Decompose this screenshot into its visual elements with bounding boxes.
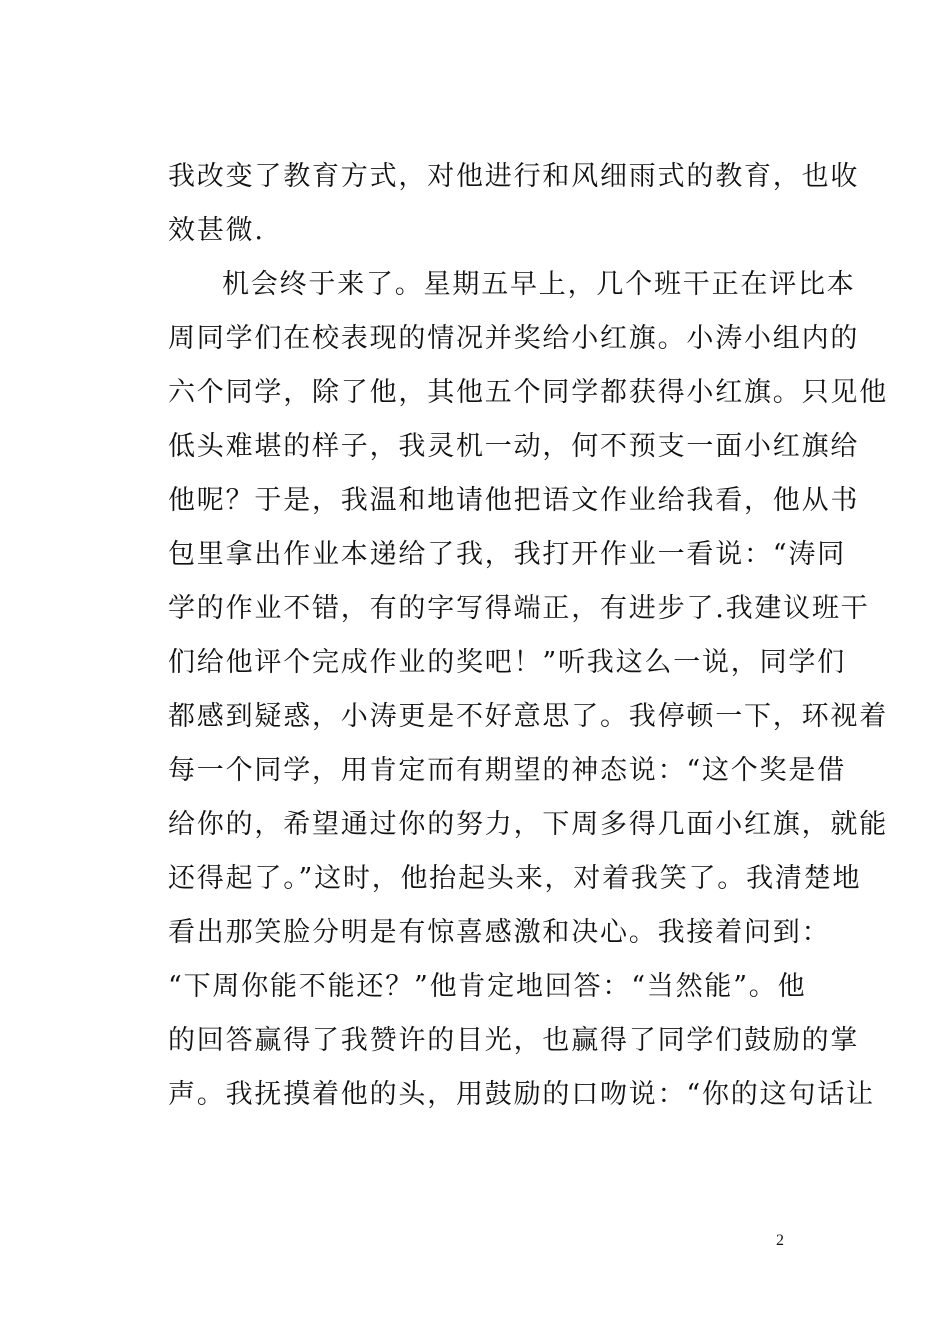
text-line: 六个同学，除了他，其他五个同学都获得小红旗。只见他 <box>168 377 888 408</box>
page-number: 2 <box>776 1232 784 1249</box>
text-line: 学的作业不错，有的字写得端正，有进步了.我建议班干 <box>168 593 870 624</box>
text-line: 给你的，希望通过你的努力，下周多得几面小红旗，就能 <box>168 809 888 840</box>
text-line: 效甚微. <box>168 215 265 246</box>
paragraph-first-line: 机会终于来了。星期五早上，几个班干正在评比本 <box>222 269 856 300</box>
text-line: 包里拿出作业本递给了我，我打开作业一看说：“涛同 <box>168 539 847 570</box>
text-line: 低头难堪的样子，我灵机一动，何不预支一面小红旗给 <box>168 431 860 462</box>
text-line: 的回答赢得了我赞许的目光，也赢得了同学们鼓励的掌 <box>168 1025 860 1056</box>
text-line: 还得起了。”这时，他抬起头来，对着我笑了。我清楚地 <box>168 863 862 894</box>
text-line: “下周你能不能还？”他肯定地回答：“当然能”。他 <box>168 971 807 1002</box>
text-line: 我改变了教育方式，对他进行和风细雨式的教育，也收 <box>168 161 860 192</box>
text-line: 每一个同学，用肯定而有期望的神态说：“这个奖是借 <box>168 755 847 786</box>
text-line: 声。我抚摸着他的头，用鼓励的口吻说：“你的这句话让 <box>168 1079 875 1110</box>
text-line: 看出那笑脸分明是有惊喜感激和决心。我接着问到： <box>168 917 831 948</box>
text-line: 周同学们在校表现的情况并奖给小红旗。小涛小组内的 <box>168 323 860 354</box>
text-line: 都感到疑惑，小涛更是不好意思了。我停顿一下，环视着 <box>168 701 888 732</box>
text-line: 他呢？于是，我温和地请他把语文作业给我看，他从书 <box>168 485 860 516</box>
body-text <box>168 150 888 1122</box>
text-line: 们给他评个完成作业的奖吧！”听我这么一说，同学们 <box>168 647 847 678</box>
